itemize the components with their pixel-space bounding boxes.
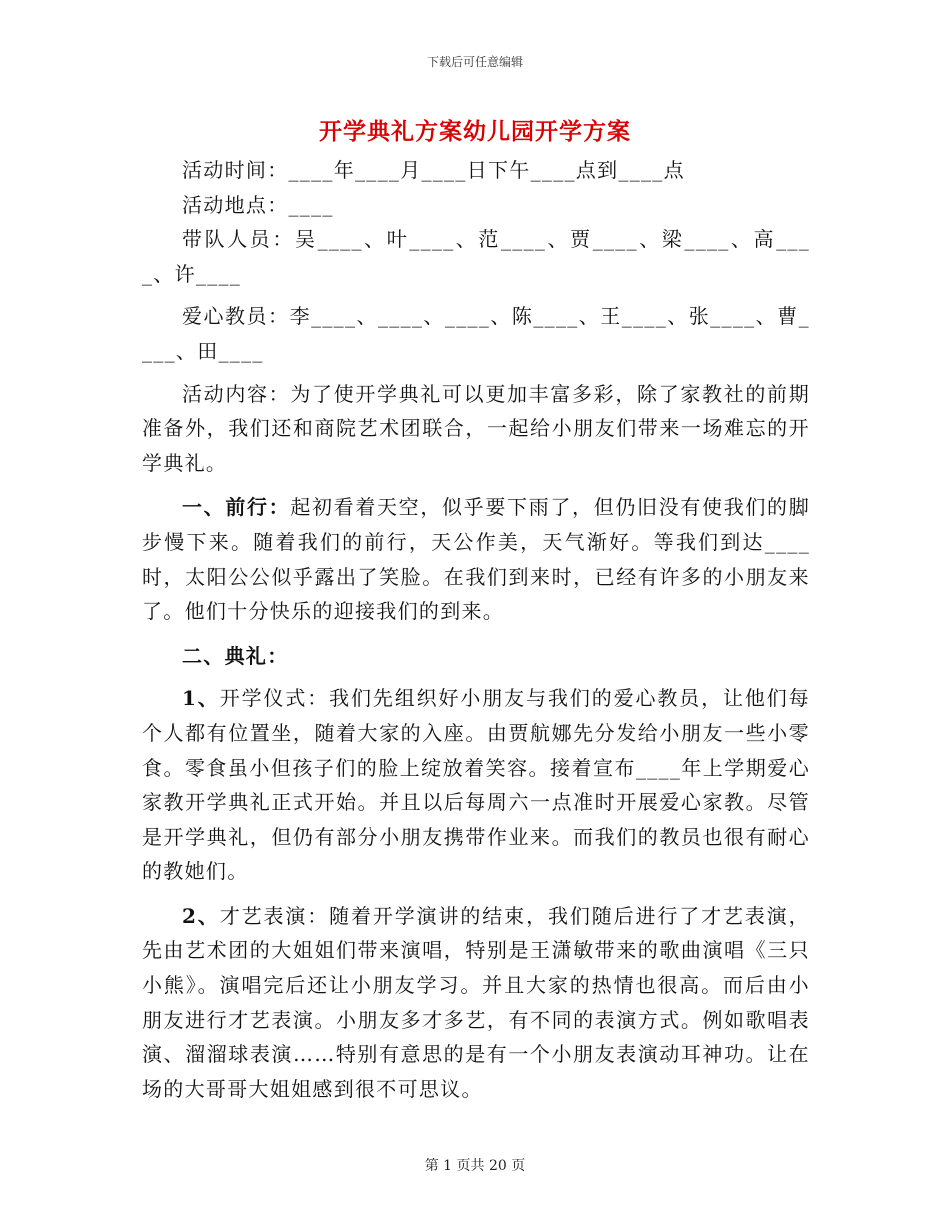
section1-text: 起初看着天空，似乎要下雨了，但仍旧没有使我们的脚步慢下来。随着我们的前行，天公作美，天气渐好。等我们到达____时，太阳公公似乎露出了笑脸。在我们到来时，已经有许多的小朋友来了。他们十分快乐的迎接我们的到来。	[142, 495, 811, 624]
paragraph-item2	[142, 899, 810, 1107]
paragraph-leaders: 带队人员：吴____、叶____、范____、贾____、梁____、高____、许____	[142, 227, 810, 286]
section2-heading: 二、典礼：	[182, 643, 289, 668]
page-footer: 第 1 页共 20 页	[424, 1158, 526, 1174]
item2-text: 才艺表演：随着开学演讲的结束，我们随后进行了才艺表演，先由艺术团的大姐姐们带来演唱，特别是王潇敏带来的歌曲演唱《三只小熊》。演唱完后还让小朋友学习。并且大家的热情也很高。而后由小朋友进行才艺表演。小朋友多才多艺，有不同的表演方式。例如歌唱表演、溜溜球表演……特别有意思的是有一个小朋友表演动耳神功。让在场的大哥哥大姐姐感到很不可思议。	[142, 903, 810, 1101]
paragraph-place: 活动地点：____	[182, 192, 334, 217]
paragraph-item1	[142, 681, 810, 889]
document-title: 开学典礼方案幼儿园开学方案	[319, 118, 631, 145]
section1-label: 一、前行：	[182, 495, 291, 520]
header-note: 下载后可任意编辑	[426, 55, 523, 69]
paragraph-time: 活动时间：____年____月____日下午____点到____点	[182, 158, 685, 182]
item1-label: 1、	[182, 686, 220, 711]
document-body	[142, 153, 810, 1106]
paragraph-content: 活动内容：为了使开学典礼可以更加丰富多彩，除了家教社的前期准备外，我们还和商院艺术团联合，一起给小朋友们带来一场难忘的开学典礼。	[142, 381, 810, 475]
paragraph-section1	[142, 490, 810, 628]
item2-label: 2、	[182, 903, 220, 928]
paragraph-teachers: 爱心教员：李____、____、____、陈____、王____、张____、曹____、田____	[142, 304, 810, 363]
item1-text: 开学仪式：我们先组织好小朋友与我们的爱心教员，让他们每个人都有位置坐，随着大家的入座。由贾航娜先分发给小朋友一些小零食。零食虽小但孩子们的脸上绽放着笑容。接着宣布____年上学期爱心家教开学典礼正式开始。并且以后每周六一点准时开展爱心家教。尽管是开学典礼，但仍有部分小朋友携带作业来。而我们的教员也很有耐心的教她们。	[142, 686, 810, 884]
